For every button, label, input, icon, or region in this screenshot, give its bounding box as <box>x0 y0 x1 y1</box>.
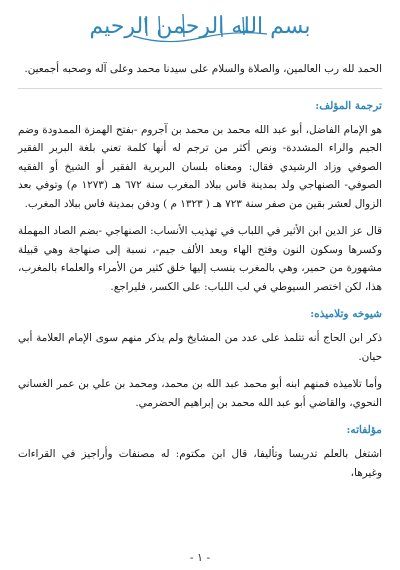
author-paragraph-1: هو الإمام الفاضل، أبو عبد الله محمد بن محمد بن آجروم -بفتح الهمزة الممدودة وضم الجيم والراء المشددة- ونص أكثر من ترجم له أنها كلمة تعني بلغة البربر الفقير الصوفي وزاد الرشيدي فقال: ومعناه بلسان البربرية الفقير أو الشيخ أو الفقيه الصوفي- الصنهاجي ولد بمدينة فاس ببلاد المغرب سنة ٦٧٢ هـ (١٢٧٣ م) وتوفي بعد الزوال لعشر بقين من صفر سنة ٧٢٣ هـ ( ١٣٢٣ م ) ودفن بمدينة فاس ببلاد المغرب. <box>18 123 382 210</box>
basmala-header <box>18 6 382 52</box>
teachers-paragraph-2: وأما تلاميذه فمنهم ابنه أبو محمد عبد الله بن محمد، ومحمد بن علي بن عمر الغساني النحوي، والقاضي أبو عبد الله محمد بن إبراهيم الحضرمي. <box>18 378 382 409</box>
author-paragraph-2: قال عز الدين ابن الأثير في اللباب في تهذيب الأنساب: الصنهاجي -بضم الصاد المهملة وكسرها وسكون النون وفتح الهاء وبعد الألف جيم-، نسبة إلى صنهاجة وهي قبيلة مشهورة من حمير، وهي بالمغرب ينسب إليها خلق كثير من الأمراء والعلماء بالمغرب، هذا، لكن اختصر السيوطي في لب اللباب: على الكسر، فليراجع. <box>18 225 382 293</box>
heading-works: مؤلفاته: <box>346 424 382 436</box>
works-paragraph-1: اشتغل بالعلم تدريسا وتأليفا، قال ابن مكتوم: له مصنفات وأراجيز في القراءات وغيرها، <box>18 448 382 479</box>
teachers-paragraph-1: ذكر ابن الحاج أنه تتلمذ على عدد من المشايخ ولم يذكر منهم سوى الإمام العلامة أبي حيان. <box>18 332 382 363</box>
basmala-calligraphy <box>89 6 311 50</box>
heading-author-biography: ترجمة المؤلف: <box>315 99 382 112</box>
intro-paragraph: الحمد لله رب العالمين، والصلاة والسلام على سيدنا محمد وعلى آله وصحبه أجمعين. <box>24 63 382 75</box>
page-number: - ١ - <box>189 551 211 564</box>
divider <box>18 88 382 89</box>
heading-teachers-students: شيوخه وتلاميذه: <box>310 308 382 320</box>
basmala-text: بسم الله الرحمن الرحيم <box>89 14 311 39</box>
